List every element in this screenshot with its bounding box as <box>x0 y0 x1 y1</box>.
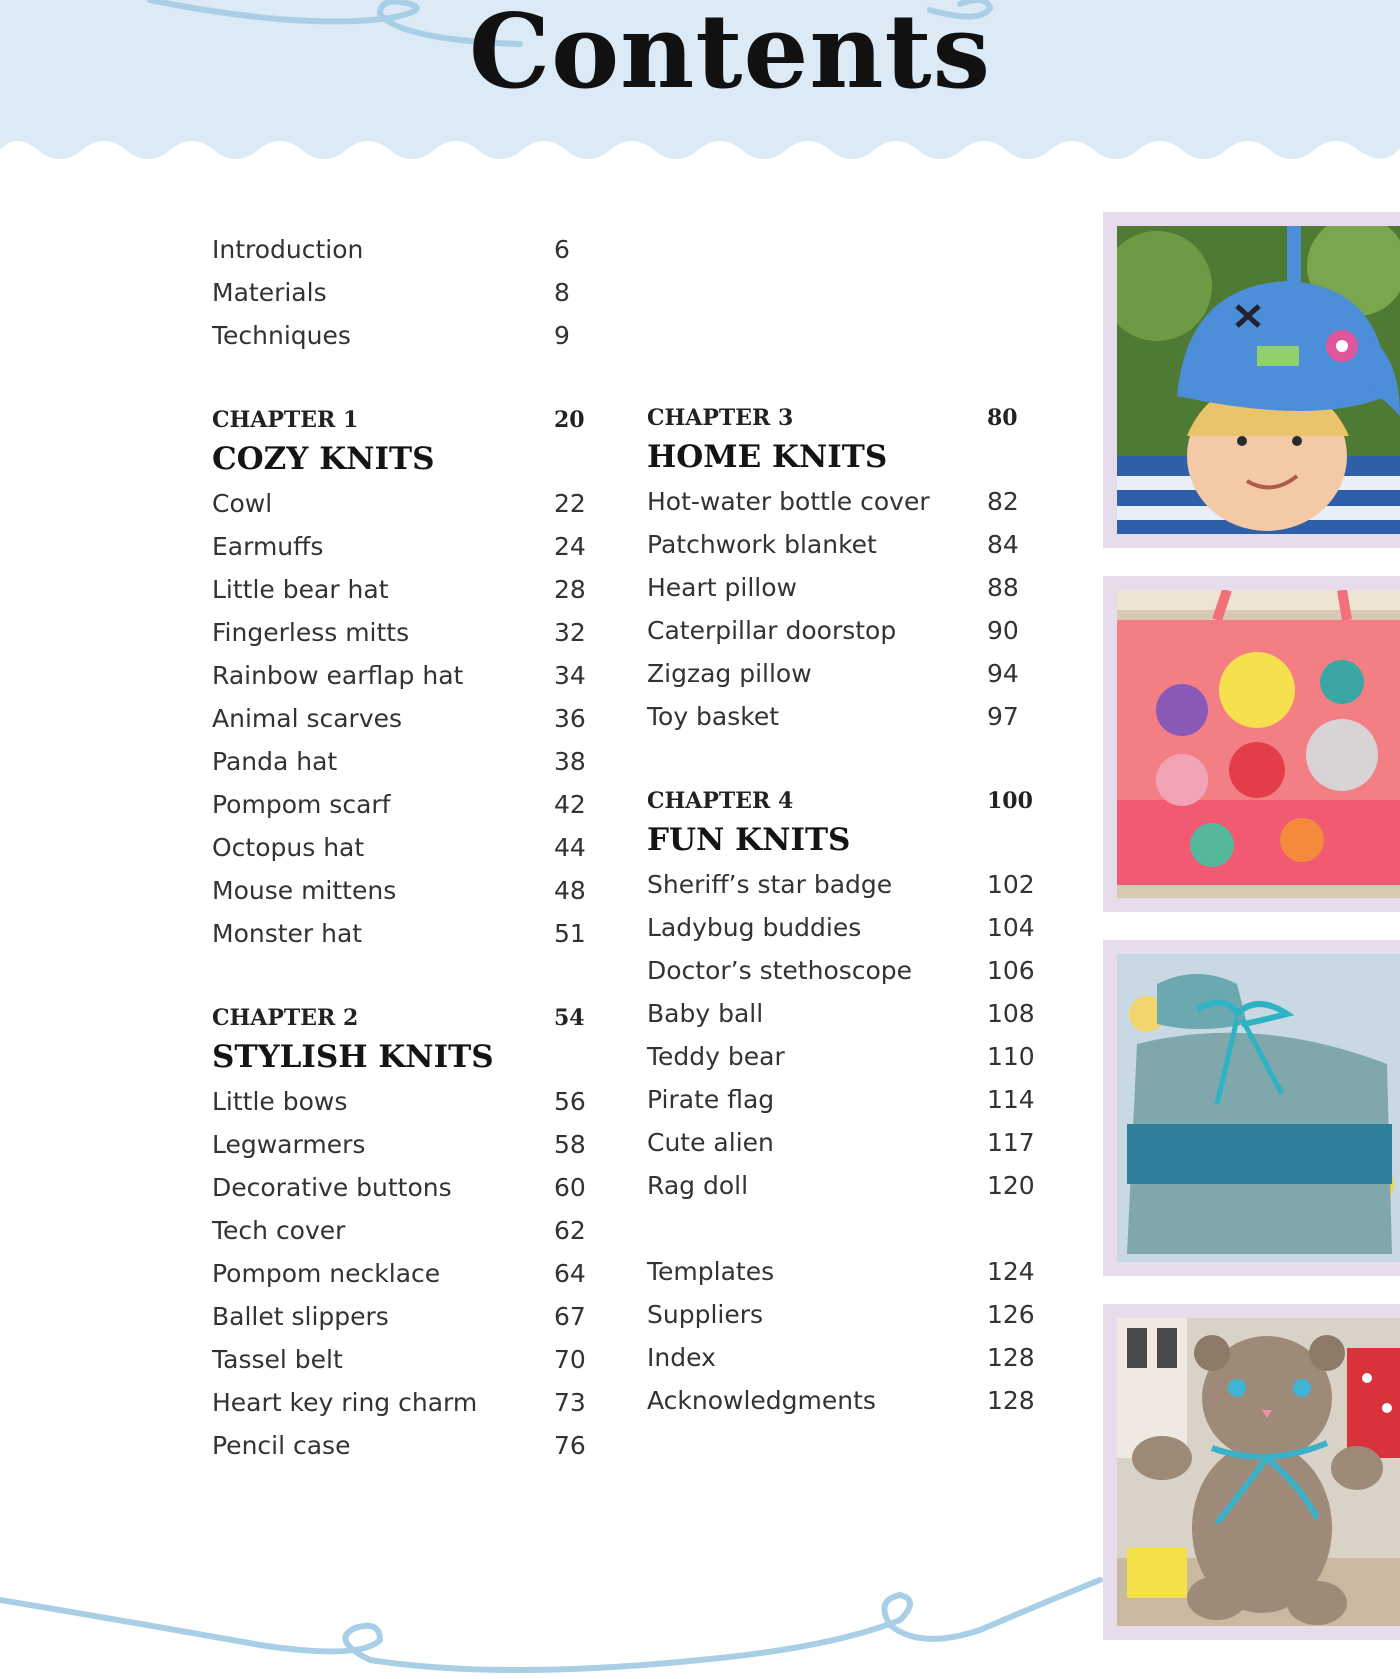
hot-water-bottle-image <box>1117 954 1400 1262</box>
toc-entry[interactable] <box>647 695 1027 738</box>
footer-swirl-decoration <box>0 1560 1400 1679</box>
entry-page: 67 <box>554 1302 586 1331</box>
entry-title: Materials <box>212 278 327 307</box>
toc-entry[interactable] <box>647 523 1027 566</box>
chapter-name: FUN KNITS <box>647 822 851 858</box>
entry-title: Acknowledgments <box>647 1386 876 1415</box>
toc-entry[interactable] <box>212 482 592 525</box>
toc-entry[interactable] <box>647 1078 1035 1121</box>
chapter-page: 20 <box>554 407 585 433</box>
entry-title: Octopus hat <box>212 833 365 862</box>
chapter-label: CHAPTER 1 <box>212 407 359 433</box>
photo-hot-water-bottle <box>1103 940 1400 1276</box>
entry-page: 108 <box>987 999 1035 1028</box>
entry-title: Zigzag pillow <box>647 659 812 688</box>
entry-page: 42 <box>554 790 586 819</box>
toc-entry[interactable] <box>647 1379 1035 1422</box>
entry-title: Index <box>647 1343 716 1372</box>
chapter-label: CHAPTER 3 <box>647 405 794 431</box>
toc-left-column <box>212 228 592 1467</box>
toc-entry[interactable] <box>212 654 592 697</box>
entry-title: Suppliers <box>647 1300 764 1329</box>
entry-page: 70 <box>554 1345 586 1374</box>
entry-page: 9 <box>554 321 570 350</box>
toc-entry[interactable] <box>647 1336 1035 1379</box>
entry-page: 6 <box>554 235 570 264</box>
toc-entry[interactable] <box>212 314 592 357</box>
entry-title: Ballet slippers <box>212 1302 389 1331</box>
entry-page: 60 <box>554 1173 586 1202</box>
toc-entry[interactable] <box>647 1035 1035 1078</box>
toc-entry[interactable] <box>647 566 1027 609</box>
entry-page: 38 <box>554 747 586 776</box>
entry-title: Ladybug buddies <box>647 913 862 942</box>
chapter-page: 54 <box>554 1005 585 1031</box>
toc-entry[interactable] <box>212 1080 592 1123</box>
entry-title: Fingerless mitts <box>212 618 410 647</box>
entry-page: 128 <box>987 1386 1035 1415</box>
entry-title: Pompom necklace <box>212 1259 441 1288</box>
toc-entry[interactable] <box>647 1293 1035 1336</box>
toc-entry[interactable] <box>212 1424 592 1467</box>
entry-page: 97 <box>987 702 1019 731</box>
entry-title: Toy basket <box>647 702 780 731</box>
toc-entry[interactable] <box>647 992 1035 1035</box>
entry-title: Hot-water bottle cover <box>647 487 930 516</box>
entry-page: 32 <box>554 618 586 647</box>
entry-title: Baby ball <box>647 999 764 1028</box>
chapter-label: CHAPTER 2 <box>212 1005 359 1031</box>
toc-entry[interactable] <box>647 949 1035 992</box>
entry-title: Patchwork blanket <box>647 530 877 559</box>
chapter-heading[interactable] <box>212 998 592 1034</box>
toc-entry[interactable] <box>212 740 592 783</box>
entry-page: 73 <box>554 1388 586 1417</box>
entry-page: 128 <box>987 1343 1035 1372</box>
toc-entry[interactable] <box>212 1209 592 1252</box>
toc-entry[interactable] <box>212 271 592 314</box>
toc-entry[interactable] <box>212 697 592 740</box>
entry-title: Animal scarves <box>212 704 403 733</box>
entry-title: Earmuffs <box>212 532 324 561</box>
chapter-heading[interactable] <box>212 400 592 436</box>
entry-page: 64 <box>554 1259 586 1288</box>
page-title: Contents <box>468 0 992 112</box>
toc-entry[interactable] <box>212 611 592 654</box>
entry-page: 110 <box>987 1042 1035 1071</box>
toc-entry[interactable] <box>212 1338 592 1381</box>
toc-entry[interactable] <box>212 1166 592 1209</box>
chapter-heading[interactable] <box>647 781 1033 817</box>
pink-bag-image <box>1117 590 1400 898</box>
entry-page: 62 <box>554 1216 586 1245</box>
entry-title: Rainbow earflap hat <box>212 661 464 690</box>
entry-title: Teddy bear <box>647 1042 785 1071</box>
entry-title: Rag doll <box>647 1171 749 1200</box>
entry-page: 56 <box>554 1087 586 1116</box>
entry-title: Pompom scarf <box>212 790 391 819</box>
entry-title: Caterpillar doorstop <box>647 616 897 645</box>
entry-page: 102 <box>987 870 1035 899</box>
toc-entry[interactable] <box>212 1295 592 1338</box>
toc-entry[interactable] <box>647 480 1027 523</box>
entry-page: 44 <box>554 833 586 862</box>
entry-page: 58 <box>554 1130 586 1159</box>
toc-right-column <box>647 398 1035 1422</box>
toc-entry[interactable] <box>647 1121 1035 1164</box>
entry-page: 8 <box>554 278 570 307</box>
entry-title: Monster hat <box>212 919 363 948</box>
entry-page: 120 <box>987 1171 1035 1200</box>
entry-title: Little bows <box>212 1087 348 1116</box>
entry-title: Legwarmers <box>212 1130 366 1159</box>
toc-entry[interactable] <box>647 906 1035 949</box>
entry-page: 106 <box>987 956 1035 985</box>
entry-title: Panda hat <box>212 747 338 776</box>
chapter-name: HOME KNITS <box>647 439 888 475</box>
entry-page: 94 <box>987 659 1019 688</box>
entry-page: 124 <box>987 1257 1035 1286</box>
toc-entry[interactable] <box>212 525 592 568</box>
entry-page: 48 <box>554 876 586 905</box>
entry-title: Heart pillow <box>647 573 797 602</box>
chapter-page: 80 <box>987 405 1018 431</box>
entry-page: 104 <box>987 913 1035 942</box>
entry-page: 51 <box>554 919 586 948</box>
entry-page: 90 <box>987 616 1019 645</box>
toc-entry[interactable] <box>647 1164 1035 1207</box>
toc-entry[interactable] <box>212 568 592 611</box>
entry-title: Pencil case <box>212 1431 351 1460</box>
entry-page: 76 <box>554 1431 586 1460</box>
photo-child-monster-hat <box>1103 212 1400 548</box>
entry-title: Introduction <box>212 235 364 264</box>
toc-entry[interactable] <box>212 826 592 869</box>
entry-title: Little bear hat <box>212 575 389 604</box>
toc-entry[interactable] <box>212 1381 592 1424</box>
entry-page: 34 <box>554 661 586 690</box>
entry-title: Templates <box>647 1257 775 1286</box>
spacer <box>212 357 592 400</box>
spacer <box>212 955 592 998</box>
entry-title: Sheriff’s star badge <box>647 870 893 899</box>
entry-page: 82 <box>987 487 1019 516</box>
toc-entry[interactable] <box>647 1250 1035 1293</box>
chapter-name: STYLISH KNITS <box>212 1039 494 1075</box>
entry-page: 24 <box>554 532 586 561</box>
toc-entry[interactable] <box>212 783 592 826</box>
entry-title: Decorative buttons <box>212 1173 452 1202</box>
child-monster-hat-image <box>1117 226 1400 534</box>
entry-page: 114 <box>987 1085 1035 1114</box>
entry-page: 28 <box>554 575 586 604</box>
entry-title: Doctor’s stethoscope <box>647 956 913 985</box>
entry-title: Heart key ring charm <box>212 1388 478 1417</box>
toc-entry[interactable] <box>212 1252 592 1295</box>
photo-pink-bag <box>1103 576 1400 912</box>
toc-entry[interactable] <box>647 863 1035 906</box>
toc-entry[interactable] <box>212 869 592 912</box>
entry-title: Mouse mittens <box>212 876 397 905</box>
spacer <box>647 1207 1027 1250</box>
toc-entry[interactable] <box>647 652 1027 695</box>
chapter-heading[interactable] <box>647 398 1027 434</box>
toc-entry[interactable] <box>212 228 592 271</box>
entry-page: 126 <box>987 1300 1035 1329</box>
entry-page: 22 <box>554 489 586 518</box>
entry-title: Pirate flag <box>647 1085 775 1114</box>
entry-page: 88 <box>987 573 1019 602</box>
entry-title: Cute alien <box>647 1128 774 1157</box>
entry-title: Techniques <box>212 321 351 350</box>
entry-title: Tech cover <box>212 1216 346 1245</box>
entry-title: Tassel belt <box>212 1345 343 1374</box>
entry-page: 84 <box>987 530 1019 559</box>
toc-entry[interactable] <box>212 912 592 955</box>
chapter-label: CHAPTER 4 <box>647 788 794 814</box>
entry-page: 36 <box>554 704 586 733</box>
entry-page: 117 <box>987 1128 1035 1157</box>
toc-entry[interactable] <box>212 1123 592 1166</box>
chapter-name: COZY KNITS <box>212 441 435 477</box>
entry-title: Cowl <box>212 489 273 518</box>
chapter-page: 100 <box>987 788 1033 814</box>
spacer <box>647 738 1027 781</box>
toc-entry[interactable] <box>647 609 1027 652</box>
